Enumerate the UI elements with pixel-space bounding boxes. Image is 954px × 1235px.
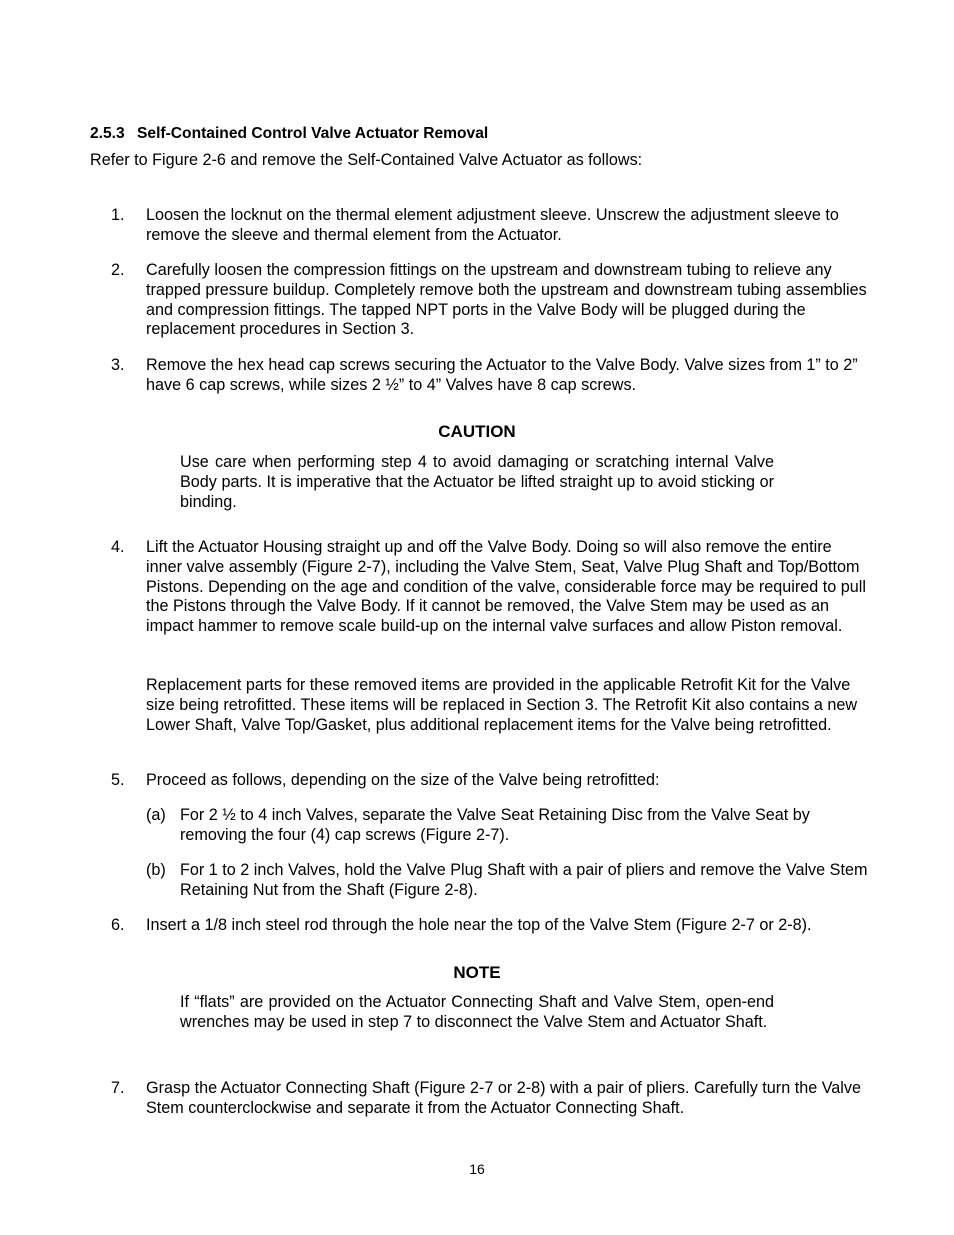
step-text: Lift the Actuator Housing straight up and off the Valve Body. Doing so will also remove the entire inner valve assembly (Figure 2-7), including the Valve Stem, Seat, Valve Plug Shaft and Top/Bottom Pistons. Depending on the age and condition of the valve, considerable force may be required to pull the Pistons through the Valve Body. If it cannot be removed, the Valve Stem may be used as an impact hammer to remove scale build-up on the internal valve surfaces and allow Piston removal. — [146, 538, 866, 636]
substep-text: For 1 to 2 inch Valves, hold the Valve Plug Shaft with a pair of pliers and remove the Valve Stem Retaining Nut from the Shaft (Figure 2-8). — [180, 861, 868, 899]
note-title: NOTE — [453, 963, 501, 982]
section-heading — [90, 124, 488, 144]
step-number: 5. — [111, 771, 125, 789]
step-number: 2. — [111, 261, 125, 279]
step-number: 6. — [111, 916, 125, 934]
substep-label: (b) — [146, 861, 166, 879]
note-text: If “flats” are provided on the Actuator Connecting Shaft and Valve Stem, open-end wrenches may be used in step 7 to disconnect the Valve Stem and Actuator Shaft. — [180, 993, 774, 1031]
step-number: 1. — [111, 206, 125, 224]
step-text: Carefully loosen the compression fittings on the upstream and downstream tubing to relieve any trapped pressure buildup. Completely remove both the upstream and downstream tubing assemblies and compression fittings. The tapped NPT ports in the Valve Body will be plugged during the replacement procedures in Section 3. — [146, 261, 867, 339]
page-number: 16 — [469, 1161, 485, 1177]
caution-text: Use care when performing step 4 to avoid damaging or scratching internal Valve Body parts. It is imperative that the Actuator be lifted straight up to avoid sticking or binding. — [180, 453, 774, 511]
section-title: Self-Contained Control Valve Actuator Removal — [137, 125, 489, 142]
step-4-continuation: Replacement parts for these removed items are provided in the applicable Retrofit Kit for the Valve size being retrofitted. These items will be replaced in Section 3. The Retrofit Kit also contains a new Lower Shaft, Valve Top/Gasket, plus additional replacement items for the Valve being retrofitted. — [146, 676, 858, 734]
section-number: 2.5.3 — [90, 125, 125, 142]
step-text: Grasp the Actuator Connecting Shaft (Figure 2-7 or 2-8) with a pair of pliers. Carefully turn the Valve Stem counterclockwise and separate it from the Actuator Connecting Shaft. — [146, 1079, 861, 1117]
step-number: 7. — [111, 1079, 125, 1097]
step-text: Loosen the locknut on the thermal element adjustment sleeve. Unscrew the adjustment sleeve to remove the sleeve and thermal element from the Actuator. — [146, 206, 839, 244]
step-text: Proceed as follows, depending on the size of the Valve being retrofitted: — [146, 771, 660, 789]
step-number: 4. — [111, 538, 125, 556]
step-text: Remove the hex head cap screws securing the Actuator to the Valve Body. Valve sizes from 1” to 2” have 6 cap screws, while sizes 2 ½” to 4” Valves have 8 cap screws. — [146, 356, 858, 394]
substep-label: (a) — [146, 806, 166, 824]
step-text: Insert a 1/8 inch steel rod through the hole near the top of the Valve Stem (Figure 2-7 or 2-8). — [146, 916, 812, 934]
caution-title: CAUTION — [438, 422, 516, 441]
step-number: 3. — [111, 356, 125, 374]
substep-text: For 2 ½ to 4 inch Valves, separate the Valve Seat Retaining Disc from the Valve Seat by removing the four (4) cap screws (Figure 2-7). — [180, 806, 810, 844]
section-intro: Refer to Figure 2-6 and remove the Self-Contained Valve Actuator as follows: — [90, 151, 643, 169]
